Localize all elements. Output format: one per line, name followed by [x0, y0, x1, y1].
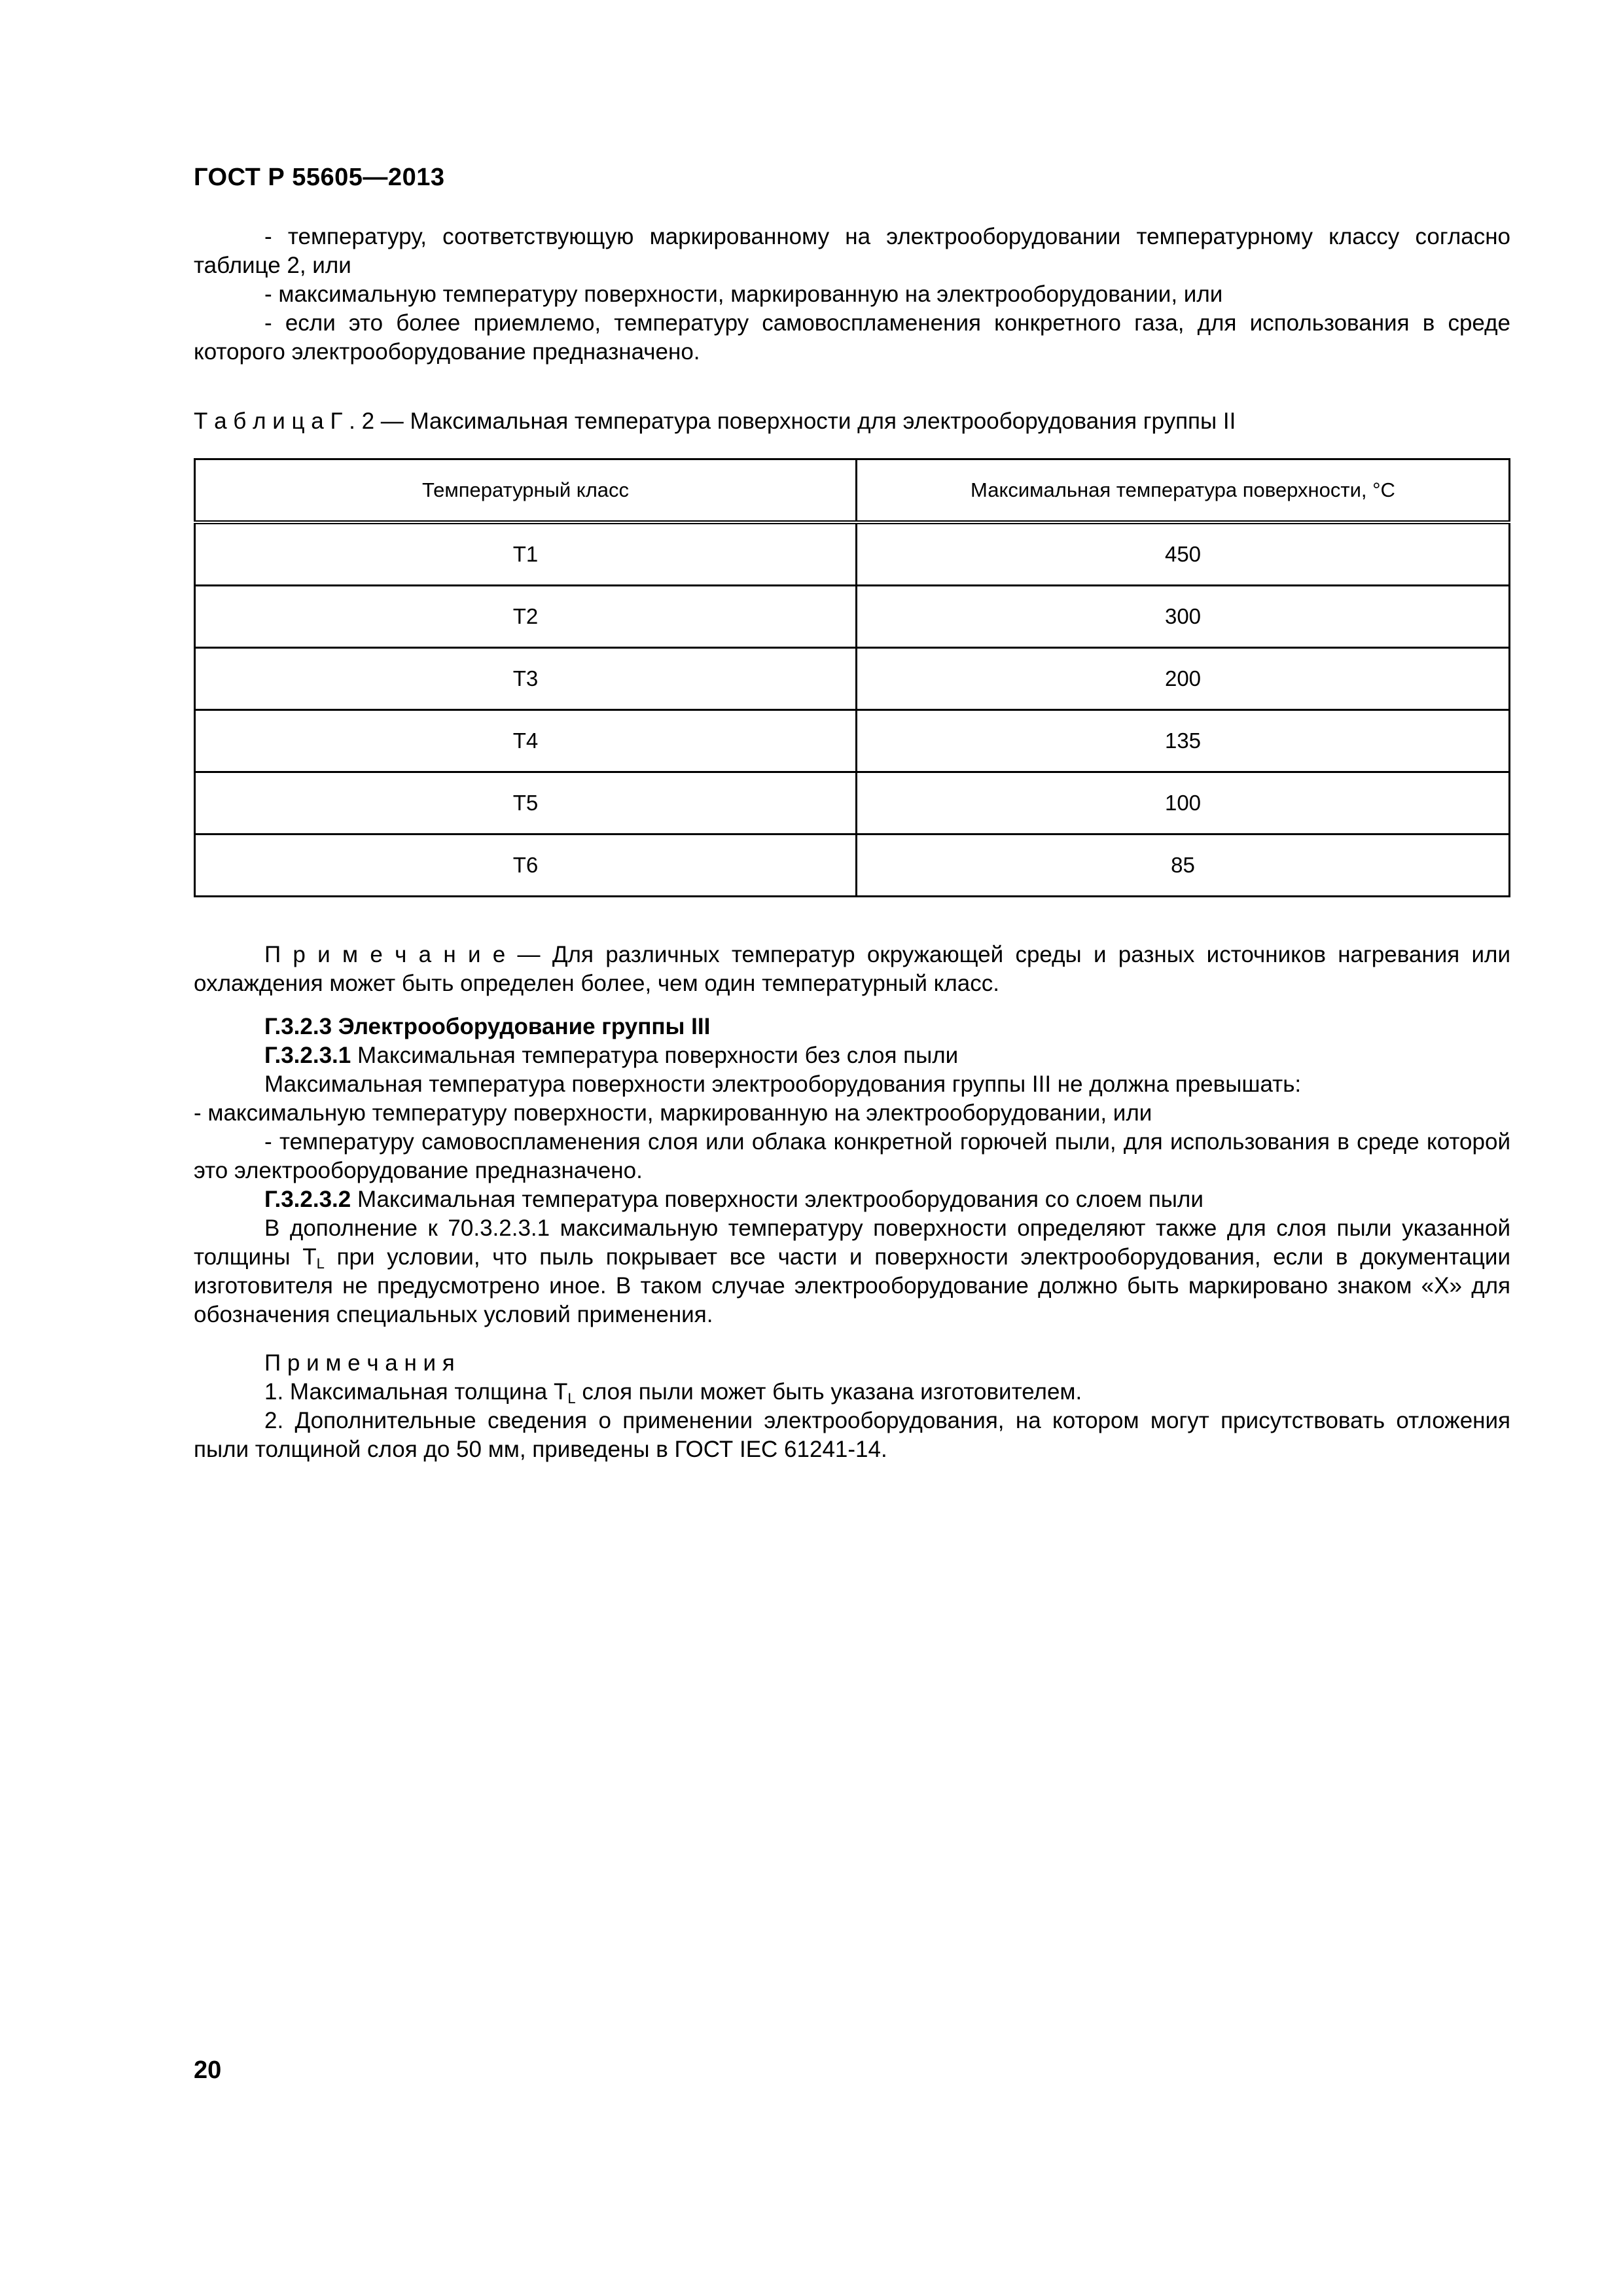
- cell-temperature: 300: [857, 586, 1510, 648]
- subscript-l: L: [316, 1255, 325, 1272]
- section-heading: Г.3.2.3 Электрооборудование группы III: [264, 1014, 711, 1039]
- note-item-1: [194, 1378, 1510, 1407]
- subsection-1-number: Г.3.2.3.1: [264, 1043, 351, 1068]
- note-item-1-part: слоя пыли может быть указана изготовителем.: [575, 1379, 1082, 1405]
- table-caption-label: Т а б л и ц а Г . 2: [194, 408, 375, 434]
- table-header-row: [195, 459, 1510, 523]
- table-caption: [194, 407, 1510, 436]
- cell-class: Т3: [195, 648, 857, 710]
- subscript-l: L: [567, 1390, 576, 1407]
- page-number: 20: [194, 2056, 222, 2084]
- cell-class: Т6: [195, 834, 857, 897]
- cell-temperature: 200: [857, 648, 1510, 710]
- intro-item-2: - максимальную температуру поверхности, маркированную на электрооборудовании, или: [264, 281, 1223, 307]
- cell-class: Т2: [195, 586, 857, 648]
- subsection-2-text-part: при условии, что пыль покрывает все части и поверхности электрооборудования, если в документации изготовителя не предусмотрено иное. В таком случае электрооборудование должно быть маркировано знаком «Х» для обозначения специальных условий применения.: [194, 1244, 1510, 1327]
- subsection-2-text-part: В дополнение к 70.3.2.3.1 максимальную температуру поверхности определяют также для слоя пыли указанной толщины T: [194, 1215, 1510, 1270]
- subsection-2-number: Г.3.2.3.2: [264, 1187, 351, 1212]
- document-code: ГОСТ Р 55605—2013: [194, 164, 445, 191]
- table-row: [195, 522, 1510, 586]
- table-row: [195, 834, 1510, 897]
- note-text: — Для различных температур окружающей среды и разных источников нагревания или охлаждения может быть определен более, чем один температурный класс.: [194, 942, 1510, 996]
- cell-temperature: 450: [857, 522, 1510, 586]
- temperature-class-table: [194, 458, 1510, 897]
- table-caption-text: — Максимальная температура поверхности для электрооборудования группы II: [374, 408, 1236, 434]
- cell-temperature: 100: [857, 772, 1510, 834]
- cell-class: Т5: [195, 772, 857, 834]
- subsection-1-title-text: Максимальная температура поверхности без слоя пыли: [351, 1043, 959, 1068]
- subsection-2-title: [194, 1185, 1510, 1214]
- cell-temperature: 135: [857, 710, 1510, 772]
- table-row: [195, 586, 1510, 648]
- subsection-1-text: Максимальная температура поверхности электрооборудования группы III не должна превышать:: [264, 1071, 1302, 1097]
- subsection-2-title-text: Максимальная температура поверхности электрооборудования со слоем пыли: [351, 1187, 1204, 1212]
- cell-temperature: 85: [857, 834, 1510, 897]
- table-note: [194, 941, 1510, 998]
- column-header-class: Температурный класс: [195, 459, 857, 523]
- notes-label: П р и м е ч а н и я: [264, 1350, 455, 1376]
- note-item-2: 2. Дополнительные сведения о применении электрооборудования, на котором могут присутствовать отложения пыли толщиной слоя до 50 мм, приведены в ГОСТ IEC 61241-14.: [194, 1408, 1510, 1462]
- table-row: [195, 710, 1510, 772]
- intro-item-3: - если это более приемлемо, температуру самовоспламенения конкретного газа, для использования в среде которого электрооборудование предназначено.: [194, 310, 1510, 365]
- cell-class: Т1: [195, 522, 857, 586]
- intro-item-1: - температуру, соответствующую маркированному на электрооборудовании температурному классу согласно таблице 2, или: [194, 224, 1510, 278]
- page-content: [194, 223, 1510, 1464]
- table-row: [195, 648, 1510, 710]
- subsection-1-title: [194, 1041, 1510, 1070]
- subsection-2-text: [194, 1214, 1510, 1329]
- note-label: П р и м е ч а н и е: [264, 942, 506, 967]
- column-header-max-temperature: Максимальная температура поверхности, °С: [857, 459, 1510, 523]
- note-item-1-part: 1. Максимальная толщина T: [264, 1379, 568, 1405]
- table-row: [195, 772, 1510, 834]
- subsection-1-item-1: - максимальную температуру поверхности, маркированную на электрооборудовании, или: [194, 1100, 1152, 1126]
- subsection-1-item-2: - температуру самовоспламенения слоя или облака конкретной горючей пыли, для использования в среде которой это электрооборудование предназначено.: [194, 1129, 1510, 1183]
- cell-class: Т4: [195, 710, 857, 772]
